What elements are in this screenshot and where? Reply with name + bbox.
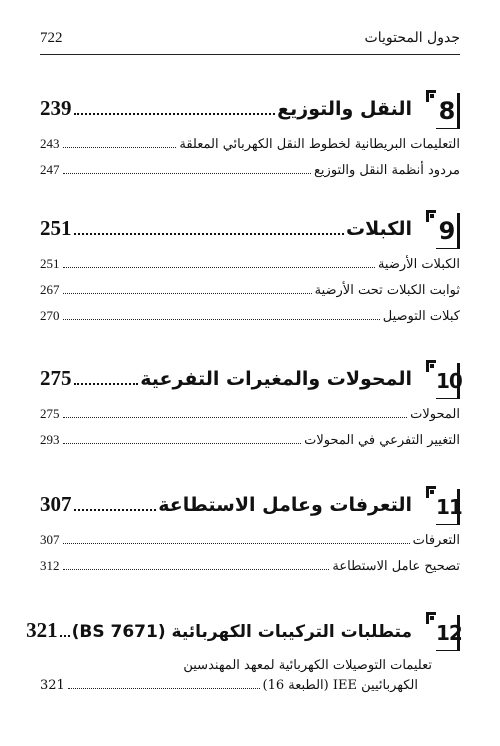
entry-title: التعرفات [412,533,460,548]
chapter-number: 10 [436,363,460,399]
toc-entry[interactable] [40,432,460,458]
leader-dots [63,319,380,320]
badge-corner-icon [426,360,436,372]
entry-page: 267 [40,282,60,297]
entry-page: 243 [40,136,60,151]
toc-entry[interactable] [40,136,460,162]
toc-entry[interactable] [40,282,460,308]
chapter-page: 239 [40,96,72,120]
chapter-number: 9 [436,213,460,249]
entry-title: تصحيح عامل الاستطاعة [332,559,460,574]
entry-title: المحولات [410,407,460,422]
toc-entry[interactable] [40,162,460,188]
chapter-heading[interactable] [26,612,462,652]
entry-page: 312 [40,558,60,573]
entry-title: ثوابت الكبلات تحت الأرضية [314,283,460,298]
entry-title-line-1: تعليمات التوصيلات الكهربائية لمعهد المهندسين [183,658,432,673]
entry-page: 307 [40,532,60,547]
toc-entry[interactable] [40,658,460,698]
page-header [40,30,460,54]
entry-page: 275 [40,406,60,421]
leader-dots [74,113,276,115]
entry-page: 270 [40,308,60,323]
entry-title: التعليمات البريطانية لخطوط النقل الكهربائي المعلقة [179,137,460,152]
toc-entry[interactable] [40,308,460,334]
chapter-page: 321 [26,618,58,642]
toc-entry[interactable] [40,532,460,558]
leader-dots [63,569,330,570]
chapter-heading[interactable] [40,210,460,250]
toc-entry[interactable] [40,558,460,584]
toc-entry[interactable] [40,406,460,432]
chapter-number-badge [426,210,460,250]
chapter-number-badge [426,612,460,652]
chapter-heading[interactable] [40,90,460,130]
page-number: 722 [40,30,63,46]
entry-title-line-2: الكهربائيين IEE (الطبعة 16) [262,678,418,693]
chapter-title: المحولات والمغيرات التفرعية [140,368,412,390]
chapter-10 [40,360,460,458]
entry-page: 293 [40,432,60,447]
leader-dots [63,293,312,294]
chapter-title: النقل والتوزيع [277,98,412,120]
badge-corner-icon [426,612,436,624]
leader-dots [63,267,375,268]
chapter-page: 307 [40,492,72,516]
leader-dots [60,635,70,637]
leader-dots [63,147,177,148]
chapter-number-badge [426,486,460,526]
chapter-11 [40,486,460,584]
chapter-number-badge [426,360,460,400]
entry-page: 247 [40,162,60,177]
leader-dots [63,543,410,544]
leader-dots [74,233,345,235]
chapter-title: التعرفات وعامل الاستطاعة [158,494,412,516]
chapter-heading[interactable] [40,486,460,526]
entry-title: الكبلات الأرضية [377,257,460,272]
entry-page: 321 [40,678,65,693]
leader-dots [74,509,157,511]
chapter-title: متطلبات التركيبات الكهربائية (BS 7671) [71,622,412,642]
chapter-page: 251 [40,216,72,240]
entry-title: التغيير التفرعي في المحولات [304,433,460,448]
chapter-number-badge [426,90,460,130]
leader-dots [68,688,260,689]
badge-corner-icon [426,90,436,102]
leader-dots [63,443,302,444]
chapter-title: الكبلات [346,218,412,240]
chapter-number: 11 [436,489,460,525]
badge-corner-icon [426,486,436,498]
chapter-8 [40,90,460,188]
chapter-page: 275 [40,366,72,390]
entry-title: كبلات التوصيل [382,309,460,324]
toc-entry[interactable] [40,256,460,282]
chapter-number: 8 [436,93,460,129]
chapter-12 [26,612,462,698]
chapter-heading[interactable] [40,360,460,400]
leader-dots [74,383,139,385]
entry-page: 251 [40,256,60,271]
chapter-9 [40,210,460,334]
badge-corner-icon [426,210,436,222]
entry-title: مردود أنظمة النقل والتوزيع [314,163,460,178]
running-title: جدول المحتويات [364,30,460,46]
header-rule [40,54,460,55]
chapter-number: 12 [436,615,460,651]
leader-dots [63,173,312,174]
leader-dots [63,417,408,418]
